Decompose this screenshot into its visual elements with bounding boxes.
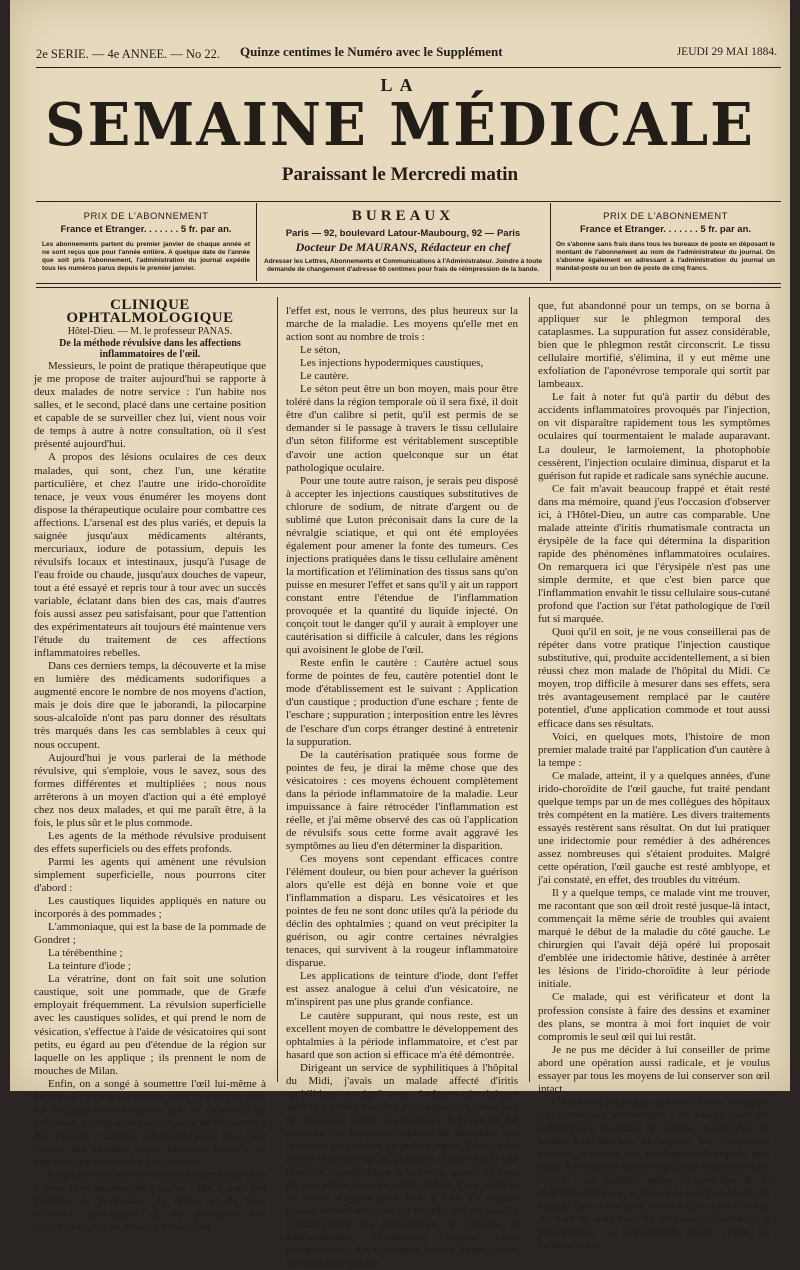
column-divider: [529, 297, 530, 1082]
paragraph: L'ammoniaque, qui est la base de la pommade de Gondret ;: [34, 921, 266, 947]
paragraph: Le séton,: [300, 344, 341, 357]
subscription-heading: PRIX DE L'ABONNEMENT: [83, 211, 209, 222]
paragraph: Bien plus efficace est la révulsion profonde dont il nous reste maintenant à parler ; elle a pour but d'amener la destruction du derme et du tissu cellulaire sous-cutané et de provoquer une suppuration plus ou moins durable, dont: [34, 1169, 266, 1234]
newspaper-subtitle: Paraissant le Mercredi matin: [281, 164, 519, 185]
paragraph: Parmi les agents qui amènent une révulsion simplement superficielle, nous pourrons citer d'abord :: [34, 855, 266, 895]
bureaux-note: Adresser les Lettres, Abonnements et Communications à l'Administrateur. Joindre à toute demande de changement d'adresse 60 centimes pour frais de réimpression de la bande.: [264, 258, 542, 273]
paragraph: Reste enfin le cautère : Cautère actuel sous forme de pointes de feu, cautère potentiel dont le mode d'établissement est le suivant : Application d'un caustique ; production d'une eschare ; fente de l'eschare ; suppuration ; interposition entre les lèvres de l'eschare d'un corps étranger destiné à entretenir la suppuration.: [286, 657, 518, 748]
paragraph: Le cautère.: [300, 370, 349, 383]
editor-in-chief: Docteur De MAURANS, Rédacteur en chef: [295, 240, 511, 254]
newspaper-page: [10, 0, 790, 1270]
paragraph: que, fut abandonné pour un temps, on se borna à appliquer sur le phlegmon temporal des cataplasmes. La suppuration fut assez considérable, bien que le phlegmon restât circonscrit. Le tissu cellulaire mortifié, s'élimina, il y eut même une exfoliation de l'aponévrose temporale qui sortit par lambeaux.: [538, 300, 770, 391]
paragraph: Aujourd'hui je vous parlerai de la méthode révulsive, qui s'emploie, vous le savez, sous des formes différentes et multipliées ; nous nous arrêterons à un moyen d'action qui a été employé chez nos deux malades, et qui me paraît être, à la fois, le plus sûr et le plus commode.: [34, 751, 266, 829]
paragraph: Voici, en quelques mots, l'histoire de mon premier malade traité par l'application d'un cautère à la tempe :: [538, 730, 770, 769]
paragraph: Enfin, on a songé à soumettre l'œil lui-même à l'action des vapeurs irritantes, mais ce n'est pas dans les inflammations oculaires que ce moyen a été préconisé. La vaporisation au baume de Fioraventi a été réservée à certains cas d'amblyopie et a paru donner des résultats assez heureux, lorsqu'il ne s'agissait que de troubles fonctionnels.: [34, 1077, 266, 1168]
subscription-price: France et Etranger. . . . . . . 5 fr. par an.: [60, 224, 232, 235]
paragraph: Le fait à noter fut qu'à partir du début des accidents inflammatoires provoqués par l'injection, on vit disparaître rapidement tous les symptômes oculaires qui tourmentaient le malade auparavant. La douleur, le larmoiement, la photophobie cessèrent, l'injection oculaire diminua, disparut et la guérison fut rapide et radicale sans synéchie aucune.: [538, 391, 770, 482]
paragraph: l'effet est, nous le verrons, des plus heureux sur la marche de la maladie. Les moyens qu'elle met en action sont au nombre de trois :: [286, 305, 518, 344]
paragraph: Dirigeant un service de syphilitiques à l'hôpital du Midi, j'avais un malade affecté d'iritis syphilitique suraiguë avec douleurs névralgiques atroces. Le traitement lui était administré, mais rien ne réussissait contre ses douleurs et j'avais dû lui prescrire des injections répétées de morphine qui seules lui procuraient un peu de repos. J'avais moi-même l'habitude de lui pratiquer chaque matin une injection hypodermique à la tempe, quand un jour, par une erreur, la seringue fut chargée d'une solution de nitrate d'argent assez forte à 1/10. Le malade poussa naturellement un cri terrible, et tout aussitôt commencèrent des phénomènes de sphacèle et d'inflammation. Gonflement, rougeur vive, phlegmoneuse. Le traitement interne dirigé contre son affection spécifi-: [286, 1061, 518, 1270]
subscription-note: On s'abonne sans frais dans tous les bureaux de poste en déposant le montant de l'abonnement au nom de l'administrateur du journal. On s'abonne également en adressant à l'administration du journal un mandat-poste ou un bon de poste de cinq francs.: [556, 241, 775, 272]
paragraph: Les agents de la méthode révulsive produisent des effets superficiels ou des effets profonds.: [34, 829, 266, 855]
paragraph: La térébenthine ;: [48, 947, 123, 960]
title-article: LA: [380, 75, 420, 95]
issue-price: Quinze centimes le Numéro avec le Supplément: [240, 44, 503, 59]
subscription-heading: PRIX DE L'ABONNEMENT: [603, 211, 728, 222]
paragraph: Quoi qu'il en soit, je ne vous conseillerai pas de répéter dans votre pratique l'injection caustique substitutive, qui, produite accidentellement, a si bien réussi chez mon malade de l'hôpital du Midi. Ce moyen, trop difficile à mesurer dans ses effets, sera très avantageusement remplacé par le cautère potentiel, d'une application commode et tout aussi efficace dans ses résultats.: [538, 626, 770, 730]
paragraph: Les caustiques liquides appliqués en nature ou incorporés à des pommades ;: [34, 895, 266, 921]
paragraph: L'iodure de potassium, les mercuriaux, lui furent successivement administrés ; on essaya aussi les sudorifiques, le sulfate de quinine, le salicylate de soude. Les douches de vapeur, les compresses chaudes et froides, les instillations d'atropine, plus d'une fois répétées furent tour à tour employées sans succès ; on pratiqua même la ponction de la chambre antérieure, et malgré le maintien sévère du malade dans l'obscurité, le tout resta sans résultat. Au bout de deux mois de ces essais infructueux, la photophobie, le larmoiement étaient restés les mêmes, la rou-: [538, 1095, 770, 1252]
paragraph: A propos des lésions oculaires de ces deux malades, qui sont, chez l'un, une kératite particulière, et chez l'autre une irido-choroïdite tenace, je veux vous énumérer les moyens dont dispose la thérapeutique oculaire pour combattre ces affections. L'arsenal est des plus variés, et depuis la saignée jusqu'aux médicaments altérants, mercuriaux, iodure de potassium, depuis les révulsifs locaux et intestinaux, jusqu'à l'usage de l'eau froide ou chaude, jusqu'aux douches de vapeur, tout a été essayé et repris tour à tour avec un succès variable, éclatant dans bien des cas, mais d'autres fois aussi assez peu satisfaisant, pour que l'attention des expérimentateurs ait toujours été maintenue vers l'étude du traitement de ces affections inflammatoires rebelles.: [34, 451, 266, 660]
article-author: Hôtel-Dieu. — M. le professeur PANAS.: [67, 326, 233, 338]
column-divider: [277, 297, 278, 1082]
article-title: De la méthode révulsive dans les affections inflammatoires de l'œil.: [59, 338, 241, 361]
paragraph: Ces moyens sont cependant efficaces contre l'élément douleur, ou bien pour achever la guérison alors qu'elle est déjà en bonne voie et que l'inflammation a disparu. Les vésicatoires et les pointes de feu ne sont donc utiles qu'à la période du déclin des ophtalmies ; quand on veut précipiter la guérison, ou agir contre certaines névralgies tenaces, qui survivent à la rougeur inflammatoire disparue.: [286, 852, 518, 970]
paragraph: Ce fait m'avait beaucoup frappé et était resté dans ma mémoire, quand j'eus l'occasion d'observer ici, à l'Hôtel-Dieu, un autre cas comparable. Une malade atteinte d'iritis rhumatismale contracta un érysipèle de la face qui détermina la disparition rapide des phénomènes inflammatoires oculaires. On remarquera ici que l'érysipèle n'est pas une simple dermite, et que c'est bien parce que l'inflammation envahit le tissu cellulaire sous-cutané profond que l'action sur l'état pathologique de l'œil fut si marquée.: [538, 482, 770, 626]
paragraph: Le cautère suppurant, qui nous reste, est un excellent moyen de combattre le développement des ophtalmies à la période inflammatoire, et c'est par hasard que son action si efficace m'a été démontrée.: [286, 1009, 518, 1061]
paragraph: Je ne pus me décider à lui conseiller de prime abord une opération aussi radicale, et je voulus essayer par tous les moyens de lui conserver son œil intact.: [538, 1043, 770, 1095]
paragraph: Le séton peut être un bon moyen, mais pour être toléré dans la région temporale où il sera fixé, il doit être d'un calibre si petit, qu'il est permis de se demander si le passage à travers le tissu cellulaire d'un séton filiforme est véritablement susceptible d'avoir une action quelconque sur un état pathologique oculaire.: [286, 383, 518, 474]
divider: [36, 287, 781, 288]
newspaper-title: SEMAINE MÉDICALE: [45, 90, 755, 160]
subscription-box-right: [550, 203, 781, 281]
paragraph: Les injections hypodermiques caustiques,: [300, 357, 484, 370]
section-heading: CLINIQUE OPHTALMOLOGIQUE: [66, 297, 234, 327]
paragraph: Messieurs, le point de pratique thérapeutique que je me propose de traiter aujourd'hui se rapporte à deux malades de notre service : l'un habite nos salles, et le second, placé dans une certaine position et capable de se surveiller chez lui, vient nous voir de temps à autre à notre consultation, où il s'est présenté aujourd'hui.: [34, 360, 266, 451]
series-number: 2e SERIE. — 4e ANNEE. — No 22.: [36, 47, 221, 61]
issue-date: JEUDI 29 MAI 1884.: [676, 46, 777, 58]
divider: [36, 201, 781, 202]
header-info-line: [36, 43, 781, 68]
bureaux-heading: BUREAUX: [351, 208, 455, 224]
column-1: [34, 299, 266, 1234]
subscription-note: Les abonnements partent du premier janvier de chaque année et ne sont reçus que pour l'année entière. A quelque date de l'année que soit pris l'abonnement, l'administration du journal expédie tous les numéros parus depuis le premier janvier.: [42, 241, 250, 272]
paragraph: De la cautérisation pratiquée sous forme de pointes de feu, je dirai la même chose que des vésicatoires : ces moyens échouent complètement dans la période inflammatoire de la maladie. Leur impuissance à faire rétrocéder l'inflammation est réelle, et j'ai même observé des cas où l'application de révulsifs sous cette forme avait aggravé les symptômes au lieu d'en déterminer la disparition.: [286, 748, 518, 852]
paragraph: Ce malade, qui est vérificateur et dont la profession consiste à faire des dessins et examiner des plans, se montra à moi fort inquiet de voir compromis le seul œil qui lui restât.: [538, 991, 770, 1043]
paragraph: La vératrine, dont on fait soit une solution caustique, soit une pommade, que de Græfe employait fréquemment. La révulsion superficielle avec les caustiques solides, et qui prend le nom de vésication, s'effectue à l'aide de vésicatoires qui sont petits, eu égard au peu d'étendue de la région sur laquelle on les applique ; ils prennent le nom de mouches de Milan.: [34, 973, 266, 1077]
subscription-box-left: [36, 203, 257, 281]
bureaux-box: [256, 203, 551, 281]
column-3: [538, 300, 770, 1252]
paragraph: Pour une toute autre raison, je serais peu disposé à accepter les injections caustiques substitutives de chlorure de sodium, de nitrate d'argent ou de sublimé que Luton préconisait dans la cure de la névralgie sciatique, et qui ont été employées également pour amener la fonte des tumeurs. Ces injections pratiquées dans le tissu cellulaire amènent la mortification et l'élimination des tissus sans qu'on puisse en mesurer l'effet et sans qu'il y ait un rapport constant entre l'étendue de l'inflammation provoquée et la quantité du liquide injecté. On conçoit tout le danger qu'il y aurait à employer une cautérisation si difficile à calculer, dans les régions qui avoisinent le globe de l'œil.: [286, 474, 518, 657]
paragraph: Il y a quelque temps, ce malade vint me trouver, me racontant que son œil droit resté jusque-là intact, commençait la même série de troubles qui avaient marqué le début de la maladie du côté gauche. Le chirurgien qui l'avait déjà opéré lui proposait d'emblée une iridectomie hâtive, destinée à arrêter les lésions de l'irido-choroïdite à leur période initiale.: [538, 887, 770, 991]
divider: [36, 283, 781, 284]
column-2: [286, 305, 518, 1270]
subscription-price: France et Etranger. . . . . . . 5 fr. par an.: [579, 224, 752, 235]
paragraph: Dans ces derniers temps, la découverte et la mise en lumière des médicaments sudorifiques a augmenté encore le nombre de nos moyens d'action, mais je dois dire que le jaborandi, la pilocarpine sous-alcaloïde n'ont pas paru donner des résultats très marqués dans les cas semblables à ceux qui nous occupent.: [34, 660, 266, 751]
paragraph: Les applications de teinture d'iode, dont l'effet est assez analogue à celui d'un vésicatoire, ne m'inspirent pas une plus grande confiance.: [286, 970, 518, 1009]
paragraph: Ce malade, atteint, il y a quelques années, d'une irido-choroïdite de l'œil gauche, fut traité pendant quelque temps par un de mes collègues des hôpitaux très compétent en la matière. Les divers traitements essayés restèrent sans résultat. On dut lui pratiquer une iridectomie pour remédier à des adhérences assez nombreuses qui s'étaient produites. Malgré cette opération, l'œil gauche est resté amblyope, et j'ai constaté, en effet, des troubles du vitréum.: [538, 769, 770, 887]
bureaux-address: Paris — 92, boulevard Latour-Maubourg, 92 — Paris: [285, 228, 521, 239]
paragraph: La teinture d'iode ;: [48, 960, 131, 973]
